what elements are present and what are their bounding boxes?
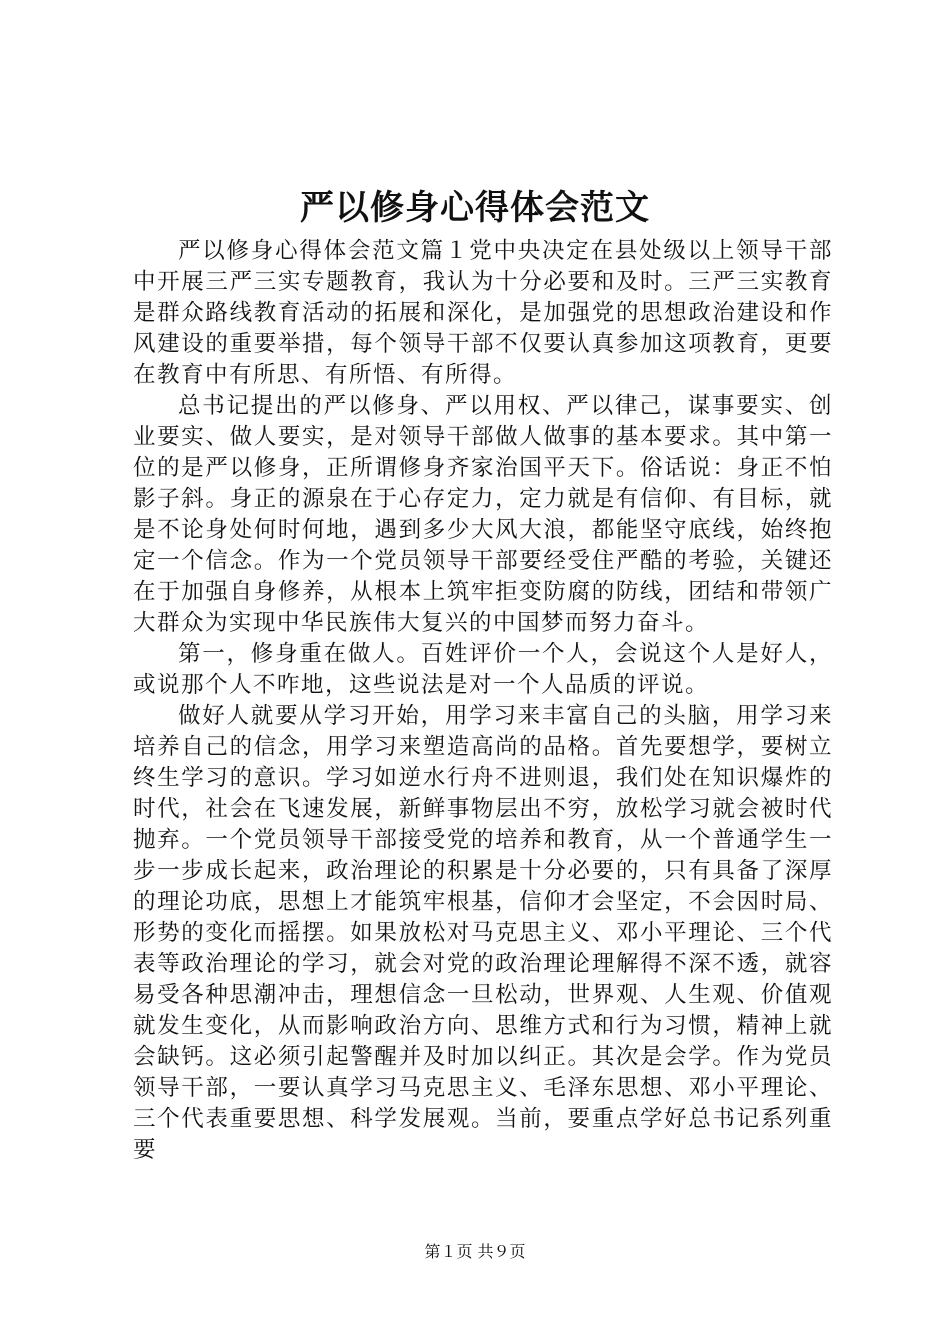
paragraph: 做好人就要从学习开始，用学习来丰富自己的头脑，用学习来培养自己的信念，用学习来塑造高尚的品格。首先要想学，要树立终生学习的意识。学习如逆水行舟不进则退，我们处在知识爆炸的时代，社会在飞速发展，新鲜事物层出不穷，放松学习就会被时代抛弃。一个党员领导干部接受党的培养和教育，从一个普通学生一步一步成长起来，政治理论的积累是十分必要的，只有具备了深厚的理论功底，思想上才能筑牢根基，信仰才会坚定，不会因时局、形势的变化而摇摆。如果放松对马克思主义、邓小平理论、三个代表等政治理论的学习，就会对党的政治理论理解得不深不透，就容易受各种思潮冲击，理想信念一旦松动，世界观、人生观、价值观就发生变化，从而影响政治方向、思维方式和行为习惯，精神上就会缺钙。这必须引起警醒并及时加以纠正。其次是会学。作为党员领导干部，一要认真学习马克思主义、毛泽东思想、邓小平理论、三个代表重要思想、科学发展观。当前，要重点学好总书记系列重要 <box>133 703 833 1163</box>
page-total: 共９页 <box>477 1242 526 1261</box>
document-body <box>133 236 833 1166</box>
page-footer <box>0 1241 950 1263</box>
document-title: 严以修身心得体会范文 <box>300 188 650 228</box>
paragraph: 第一，修身重在做人。百姓评价一个人，会说这个人是好人，或说那个人不咋地，这些说法是对一个人品质的评说。 <box>133 641 833 698</box>
page-number: 第１页 <box>424 1242 473 1261</box>
paragraph: 总书记提出的严以修身、严以用权、严以律己，谋事要实、创业要实、做人要实，是对领导干部做人做事的基本要求。其中第一位的是严以修身，正所谓修身齐家治国平天下。俗话说：身正不怕影子斜。身正的源泉在于心存定力，定力就是有信仰、有目标，就是不论身处何时何地，遇到多少大风大浪，都能坚守底线，始终抱定一个信念。作为一个党员领导干部要经受住严酷的考验，关键还在于加强自身修养，从根本上筑牢拒变防腐的防线，团结和带领广大群众为实现中华民族伟大复兴的中国梦而努力奋斗。 <box>133 393 833 636</box>
paragraph: 严以修身心得体会范文篇１党中央决定在县处级以上领导干部中开展三严三实专题教育，我认为十分必要和及时。三严三实教育是群众路线教育活动的拓展和深化，是加强党的思想政治建设和作风建设的重要举措，每个领导干部不仅要认真参加这项教育，更要在教育中有所思、有所悟、有所得。 <box>133 238 833 388</box>
